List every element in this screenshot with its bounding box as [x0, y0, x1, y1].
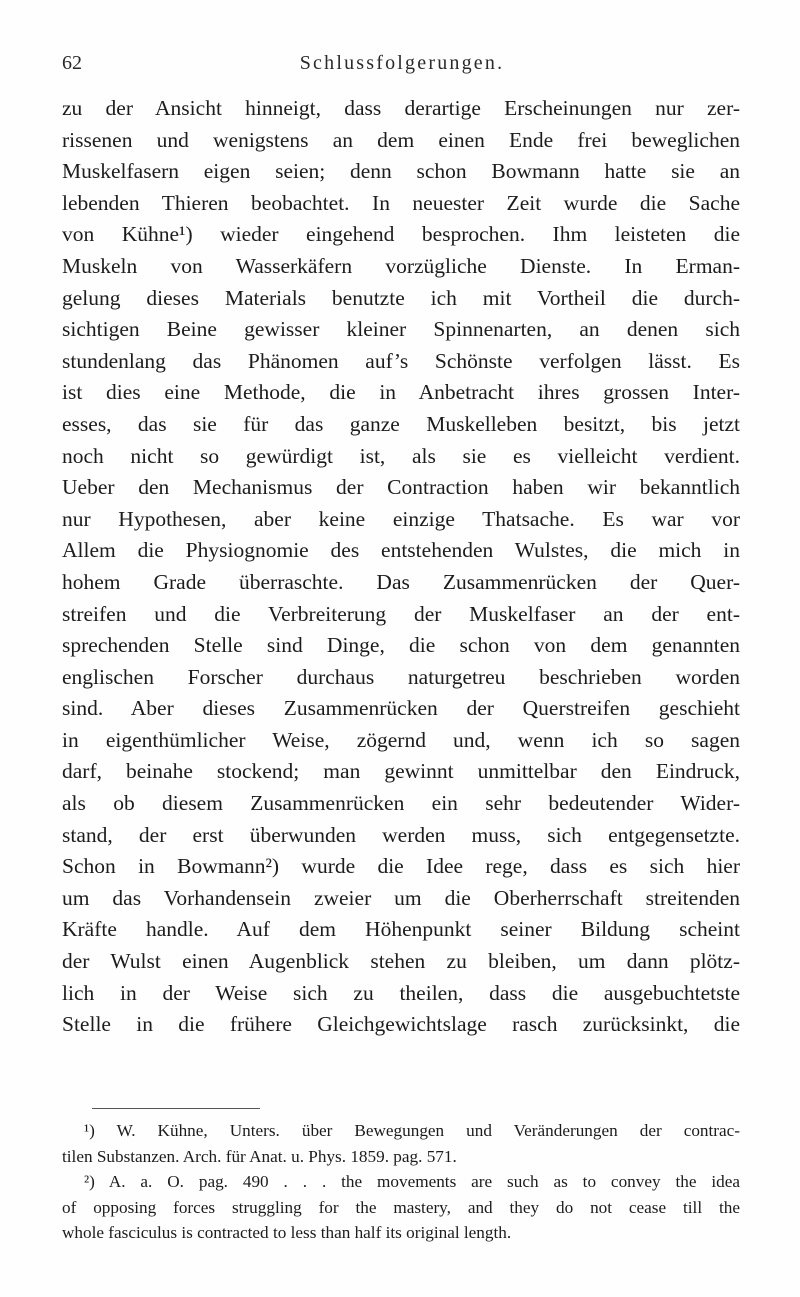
text-line: um das Vorhandensein zweier um die Oberherrschaft streitenden — [62, 885, 740, 910]
text-line: Muskeln von Wasserkäfern vorzügliche Dienste. In Erman- — [62, 253, 740, 278]
page-number: 62 — [62, 52, 82, 74]
text-line: als ob diesem Zusammenrücken ein sehr bedeutender Wider- — [62, 791, 740, 816]
text-line: lich in der Weise sich zu theilen, dass die ausgebuchtetste — [62, 980, 740, 1005]
footnote-2-line: of opposing forces struggling for the mastery, and they do not cease till the — [62, 1197, 740, 1217]
running-title: Schlussfolgerungen. — [299, 52, 505, 74]
page-header — [62, 52, 742, 82]
footnotes — [62, 1118, 740, 1246]
text-line: lebenden Thieren beobachtet. In neuester Zeit wurde die Sache — [62, 190, 740, 215]
text-line: sichtigen Beine gewisser kleiner Spinnenarten, an denen sich — [62, 317, 740, 342]
text-line: darf, beinahe stockend; man gewinnt unmittelbar den Eindruck, — [62, 759, 740, 784]
text-line: Muskelfasern eigen seien; denn schon Bowmann hatte sie an — [62, 159, 740, 184]
text-line: englischen Forscher durchaus naturgetreu beschrieben worden — [62, 664, 740, 689]
text-line: Schon in Bowmann²) wurde die Idee rege, dass es sich hier — [62, 854, 740, 879]
main-text — [62, 93, 740, 1041]
text-line: gelung dieses Materials benutzte ich mit Vortheil die durch- — [62, 285, 740, 310]
text-line: ist dies eine Methode, die in Anbetracht ihres grossen Inter- — [62, 380, 740, 405]
footnote-2-line: whole fasciculus is contracted to less than half its original length. — [62, 1223, 512, 1243]
text-line: sprechenden Stelle sind Dinge, die schon von dem genannten — [62, 633, 740, 658]
text-line: in eigenthümlicher Weise, zögernd und, wenn ich so sagen — [62, 727, 740, 752]
text-line: von Kühne¹) wieder eingehend besprochen. Ihm leisteten die — [62, 222, 740, 247]
footnote-2-line: ²) A. a. O. pag. 490 . . . the movements are such as to convey the idea — [84, 1172, 740, 1192]
text-line: stundenlang das Phänomen auf’s Schönste verfolgen lässt. Es — [62, 348, 740, 373]
text-line: nur Hypothesen, aber keine einzige Thatsache. Es war vor — [62, 506, 740, 531]
text-line: Allem die Physiognomie des entstehenden Wulstes, die mich in — [62, 538, 740, 563]
text-line: Ueber den Mechanismus der Contraction haben wir bekanntlich — [62, 475, 740, 500]
text-line: Stelle in die frühere Gleichgewichtslage rasch zurücksinkt, die — [62, 1012, 740, 1037]
text-line: hohem Grade überraschte. Das Zusammenrücken der Quer- — [62, 569, 740, 594]
footnote-divider — [92, 1108, 260, 1109]
text-line: der Wulst einen Augenblick stehen zu bleiben, um dann plötz- — [62, 949, 740, 974]
text-line: stand, der erst überwunden werden muss, sich entgegensetzte. — [62, 822, 740, 847]
text-line: streifen und die Verbreiterung der Muskelfaser an der ent- — [62, 601, 740, 626]
footnote-1-line: ¹) W. Kühne, Unters. über Bewegungen und Veränderungen der contrac- — [84, 1121, 740, 1140]
text-line: esses, das sie für das ganze Muskelleben besitzt, bis jetzt — [62, 411, 740, 436]
text-line: rissenen und wenigstens an dem einen Ende frei beweglichen — [62, 127, 740, 152]
text-line: noch nicht so gewürdigt ist, als sie es vielleicht verdient. — [62, 443, 740, 468]
text-line: zu der Ansicht hinneigt, dass derartige Erscheinungen nur zer- — [62, 96, 740, 120]
footnote-1-line: tilen Substanzen. Arch. für Anat. u. Phys. 1859. pag. 571. — [62, 1146, 457, 1166]
text-line: Kräfte handle. Auf dem Höhenpunkt seiner Bildung scheint — [62, 917, 740, 942]
text-line: sind. Aber dieses Zusammenrücken der Querstreifen geschieht — [62, 696, 740, 721]
